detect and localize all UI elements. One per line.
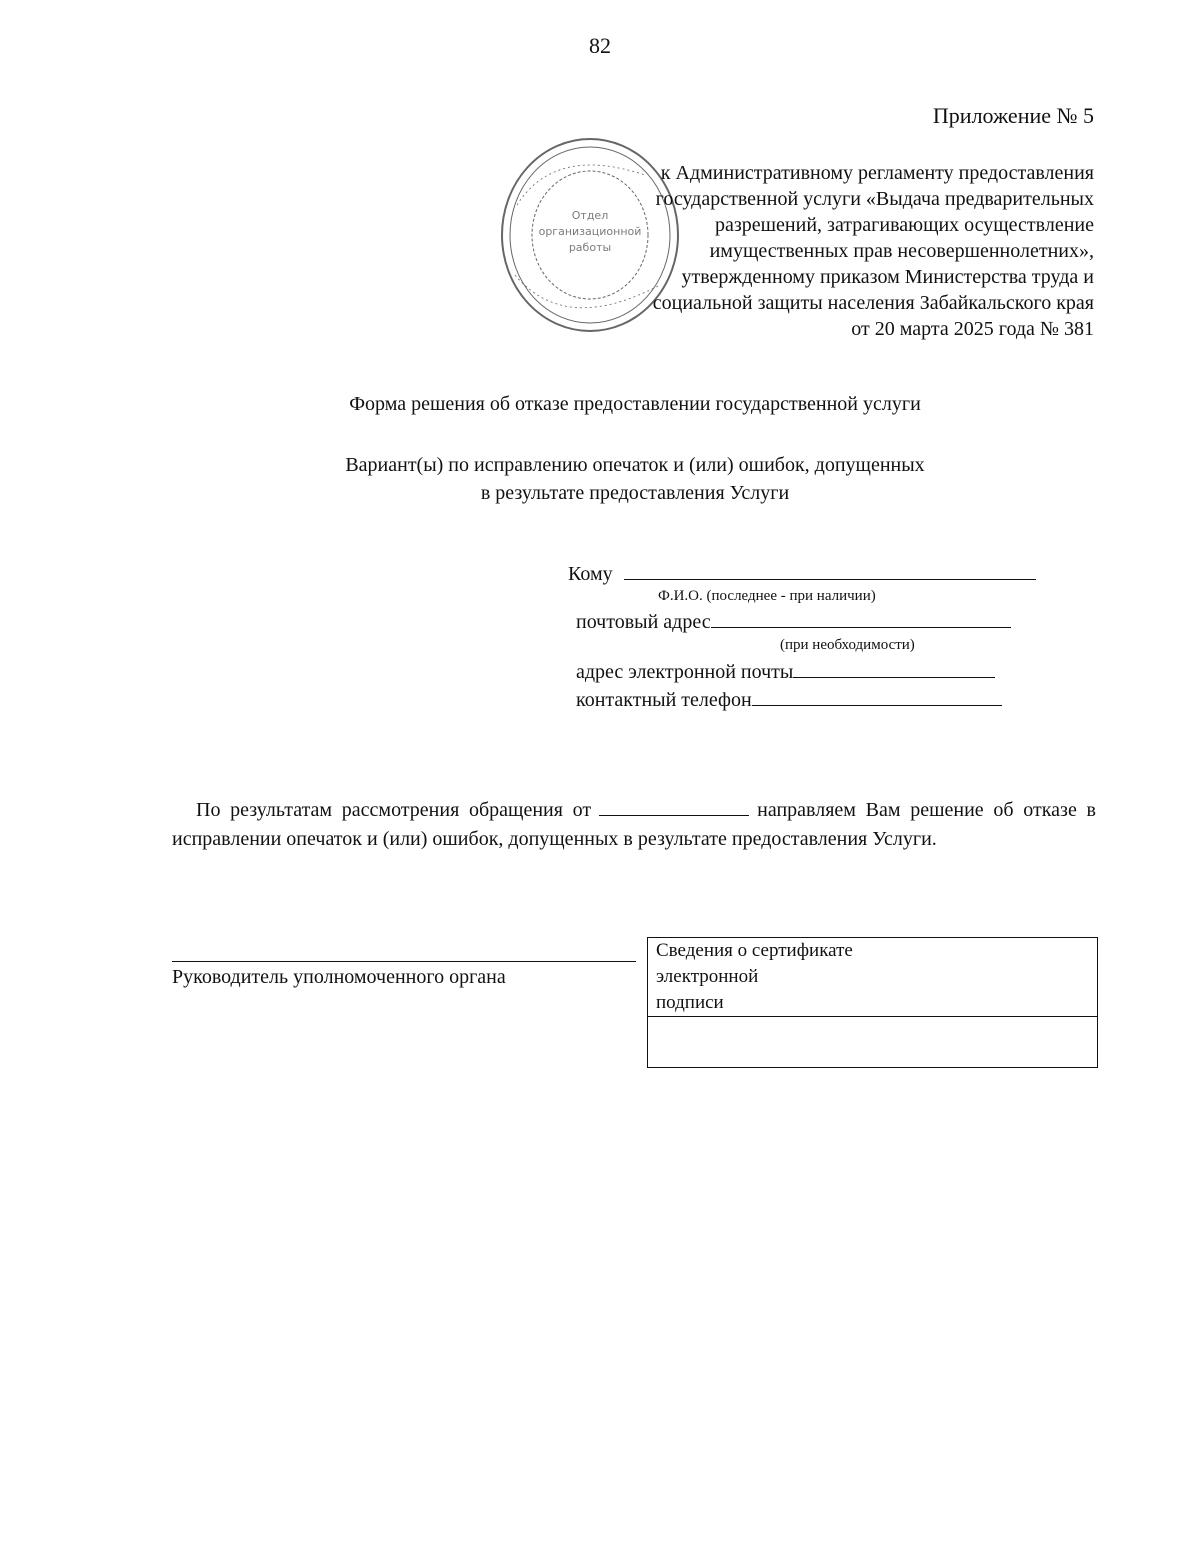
postal-address-label: почтовый адрес — [576, 611, 711, 633]
appendix-line: разрешений, затрагивающих осуществление — [715, 214, 1094, 236]
appendix-line: социальной защиты населения Забайкальского края — [652, 292, 1094, 314]
appendix-line: к Административному регламенту предоставления — [660, 162, 1094, 184]
page-number: 82 — [589, 33, 611, 58]
variant-title-line: Вариант(ы) по исправлению опечаток и (или) ошибок, допущенных — [345, 454, 925, 476]
variant-title — [0, 451, 1200, 507]
appeal-date-field[interactable] — [599, 797, 749, 816]
svg-text:работы: работы — [568, 241, 612, 254]
appendix-text — [653, 160, 1094, 342]
appendix-line: от 20 марта 2025 года № 381 — [851, 318, 1094, 340]
appendix-line: утвержденному приказом Министерства труда и — [681, 266, 1094, 288]
email-row — [576, 659, 995, 684]
certificate-info-cell — [648, 1017, 1098, 1068]
svg-text:Отдел: Отдел — [571, 209, 609, 222]
appendix-line: государственной услуги «Выдача предварительных — [655, 188, 1094, 210]
postal-address-row — [576, 609, 1011, 634]
appendix-title: Приложение № 5 — [932, 103, 1094, 128]
certificate-header-line: подписи — [656, 992, 724, 1013]
phone-field[interactable] — [752, 687, 1002, 706]
svg-text:организационной: организационной — [538, 225, 642, 238]
signer-label: Руководитель уполномоченного органа — [172, 966, 506, 988]
phone-label: контактный телефон — [576, 689, 752, 711]
certificate-header-line: Сведения о сертификате — [656, 940, 853, 961]
paragraph-part-2: направляем Вам решение об отказе в исправлении опечаток и (или) ошибок, допущенных в результате предоставления Услуги. — [172, 799, 1096, 850]
email-field[interactable] — [793, 659, 995, 678]
fio-hint: Ф.И.О. (последнее - при наличии) — [658, 588, 876, 604]
paragraph-part-1: По результатам рассмотрения обращения от — [196, 799, 592, 821]
certificate-header-line: электронной — [656, 966, 759, 987]
email-label: адрес электронной почты — [576, 661, 794, 683]
form-title: Форма решения об отказе предоставлении государственной услуги — [349, 393, 921, 415]
appendix-line: имущественных прав несовершеннолетних», — [709, 240, 1094, 262]
postal-hint: (при необходимости) — [780, 637, 915, 653]
recipient-to-row — [568, 561, 1036, 586]
recipient-name-field[interactable] — [624, 561, 1036, 580]
postal-address-field[interactable] — [711, 609, 1011, 628]
decision-paragraph — [172, 796, 1096, 854]
certificate-header-cell — [648, 938, 1098, 1017]
variant-title-line: в результате предоставления Услуги — [480, 482, 790, 504]
phone-row — [576, 687, 1002, 712]
signature-line — [172, 961, 636, 962]
recipient-to-label: Кому — [568, 563, 613, 585]
certificate-table — [647, 937, 1098, 1068]
